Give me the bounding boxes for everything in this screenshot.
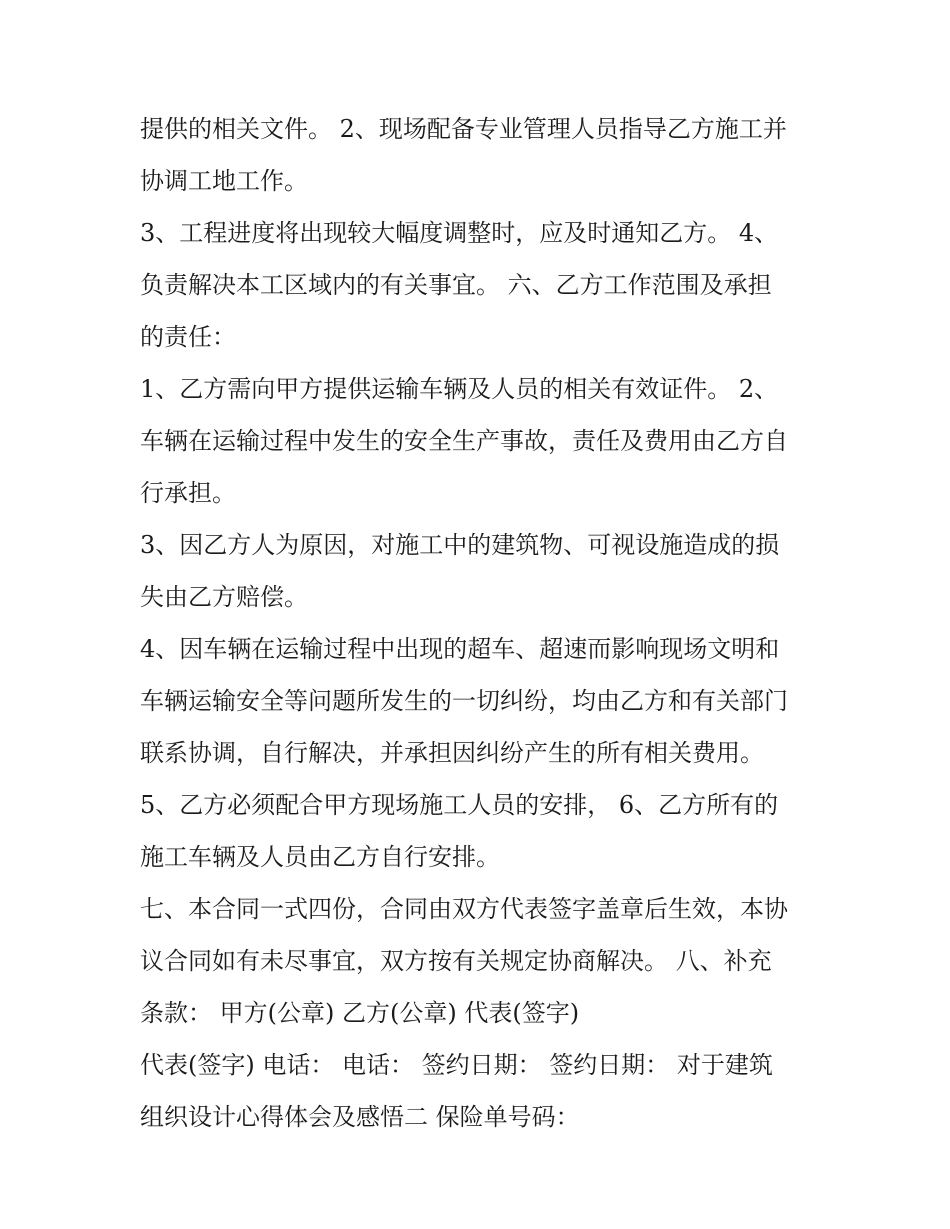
text-line: 5、乙方必须配合甲方现场施工人员的安排， 6、乙方所有的 [140, 791, 779, 819]
text-line: 4、因车辆在运输过程中出现的超车、超速而影响现场文明和 [140, 635, 780, 663]
text-line: 提供的相关文件。 2、现场配备专业管理人员指导乙方施工并 [140, 115, 787, 143]
text-line: 联系协调，自行解决，并承担因纠纷产生的所有相关费用。 [140, 739, 764, 767]
text-line: 协调工地工作。 [140, 167, 308, 195]
text-line: 负责解决本工区域内的有关事宜。 六、乙方工作范围及承担 [140, 271, 772, 299]
text-line: 七、本合同一式四份，合同由双方代表签字盖章后生效，本协 [140, 895, 788, 923]
document-body [140, 103, 820, 1143]
text-line: 代表(签字) 电话： 电话： 签约日期： 签约日期： 对于建筑 [140, 1051, 773, 1079]
text-line: 行承担。 [140, 479, 236, 507]
text-line: 失由乙方赔偿。 [140, 583, 308, 611]
text-line: 组织设计心得体会及感悟二 保险单号码： [140, 1103, 580, 1131]
text-line: 条款： 甲方(公章) 乙方(公章) 代表(签字) [140, 999, 580, 1027]
text-line: 议合同如有未尽事宜，双方按有关规定协商解决。 八、补充 [140, 947, 772, 975]
text-line: 3、工程进度将出现较大幅度调整时，应及时通知乙方。 4、 [140, 219, 779, 247]
text-line: 1、乙方需向甲方提供运输车辆及人员的相关有效证件。 2、 [140, 375, 779, 403]
text-line: 车辆运输安全等问题所发生的一切纠纷，均由乙方和有关部门 [140, 687, 788, 715]
text-line: 3、因乙方人为原因，对施工中的建筑物、可视设施造成的损 [140, 531, 780, 559]
text-line: 车辆在运输过程中发生的安全生产事故，责任及费用由乙方自 [140, 427, 788, 455]
text-line: 的责任： [140, 323, 236, 351]
text-line: 施工车辆及人员由乙方自行安排。 [140, 843, 500, 871]
